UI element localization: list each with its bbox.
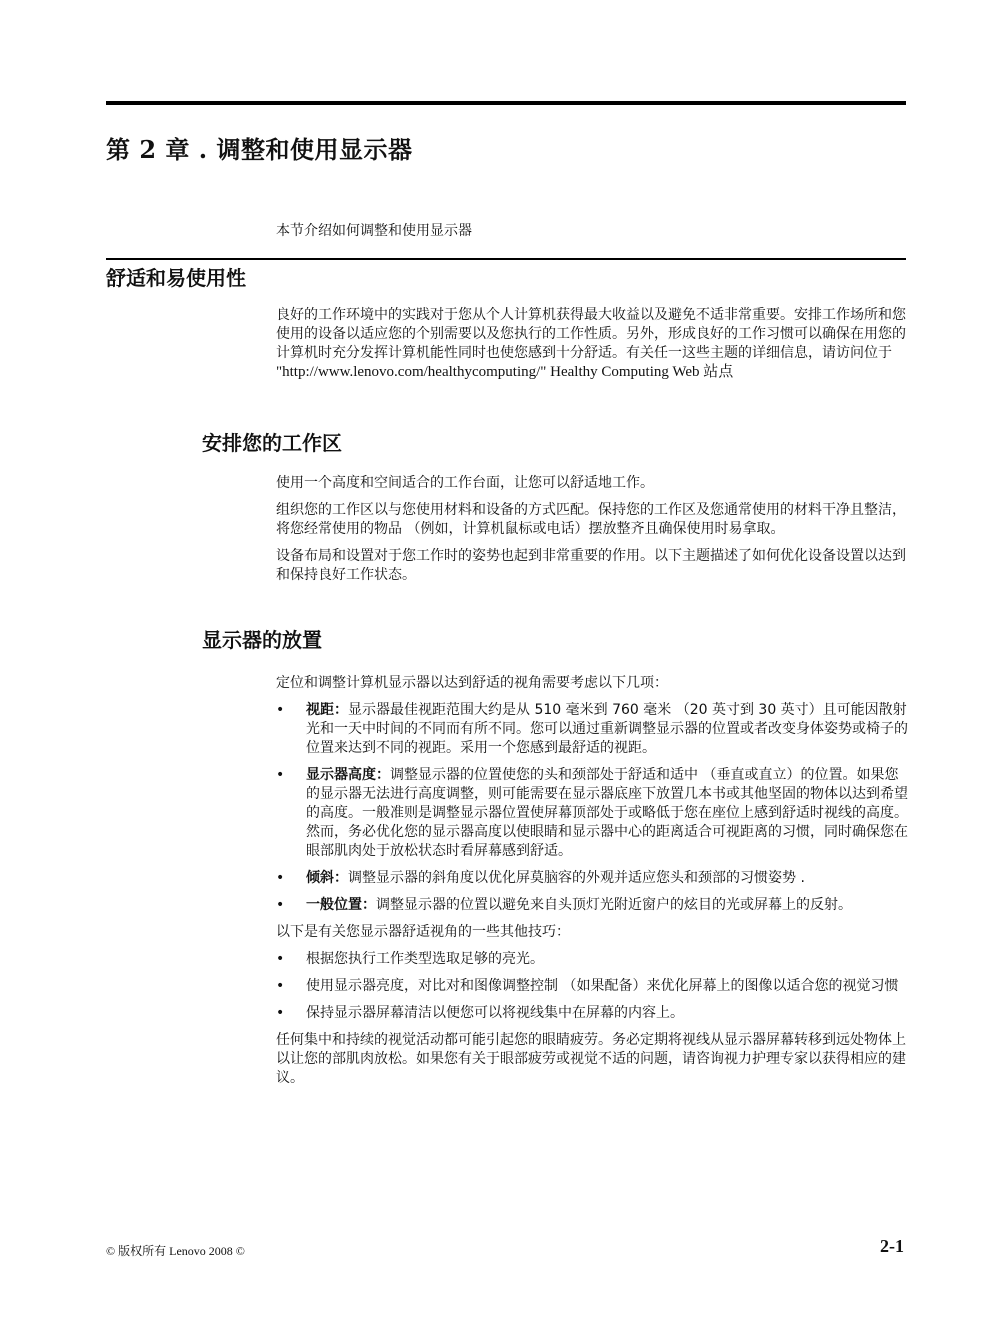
page-number: 2-1 — [880, 1236, 904, 1256]
bullet-term: 显示器高度： — [306, 767, 390, 783]
bullet-marker: • — [276, 767, 285, 783]
bullet-term: 一般位置： — [306, 897, 376, 913]
workspace-paragraph-1: 使用一个高度和空间适合的工作台面，让您可以舒适地工作。 — [276, 475, 654, 491]
bullet-marker: • — [276, 702, 285, 718]
tip-text: 根据您执行工作类型选取足够的亮光。 — [306, 951, 544, 967]
healthy-computing-link[interactable]: "http://www.lenovo.com/healthycomputing/" Healthy Computing Web 站点 — [276, 364, 734, 380]
tip-text: 使用显示器亮度，对比对和图像调整控制 （如果配备）来优化屏幕上的图像以适合您的视觉习惯 — [306, 978, 899, 994]
bullet-text: 调整显示器的位置以避免来自头顶灯光附近窗户的炫目的光或屏幕上的反射。 — [376, 897, 852, 913]
list-item — [276, 701, 908, 758]
section-heading-monitor: 显示器的放置 — [202, 628, 322, 652]
workspace-body — [276, 474, 908, 593]
section-rule — [106, 258, 906, 260]
list-item — [276, 1004, 908, 1023]
workspace-paragraph-2: 组织您的工作区以与您使用材料和设备的方式匹配。保持您的工作区及您通常使用的材料干净且整洁，将您经常使用的物品 （例如，计算机鼠标或电话）摆放整齐且确保使用时易拿取。 — [276, 502, 906, 537]
bullet-marker: • — [276, 951, 285, 967]
bullet-text: 显示器最佳视距范围大约是从 510 毫米到 760 毫米 （20 英寸到 30 英寸）且可能因散射光和一天中时间的不同而有所不同。您可以通过重新调整显示器的位置或者改变身体姿势或椅子的位置来达到不同的视距。采用一个您感到最舒适的视距。 — [306, 702, 908, 756]
bullet-text: 调整显示器的位置使您的头和颈部处于舒适和适中 （垂直或直立）的位置。如果您的显示器无法进行高度调整，则可能需要在显示器底座下放置几本书或其他坚固的物体以达到希望的高度。一般准则是调整显示器位置使屏幕顶部处于或略低于您在座位上感到舒适时视线的高度。然而，务必优化您的显示器高度以使眼睛和显示器中心的距离适合可视距离的习惯，同时确保您在眼部肌肉处于放松状态时看屏幕感到舒适。 — [306, 767, 908, 859]
bullet-term: 倾斜： — [306, 870, 348, 886]
bullet-marker: • — [276, 870, 285, 886]
tips-bullet-list — [276, 950, 908, 1023]
monitor-bullet-list — [276, 701, 908, 915]
chapter-title: 第 2 章 . 调整和使用显示器 — [106, 135, 413, 164]
list-item — [276, 977, 908, 996]
bullet-marker: • — [276, 897, 285, 913]
tips-intro: 以下是有关您显示器舒适视角的一些其他技巧： — [276, 924, 570, 940]
closing-paragraph: 任何集中和持续的视觉活动都可能引起您的眼睛疲劳。务必定期将视线从显示器屏幕转移到远处物体上以让您的部肌肉放松。如果您有关于眼部疲劳或视觉不适的问题，请咨询视力护理专家以获得相应的建议。 — [276, 1032, 906, 1086]
list-item — [276, 896, 908, 915]
bullet-marker: • — [276, 1005, 285, 1021]
comfort-body — [276, 306, 908, 382]
section-heading-workspace: 安排您的工作区 — [202, 431, 342, 455]
bullet-text: 调整显示器的斜角度以优化屏莫脑容的外观并适应您头和颈部的习惯姿势 . — [348, 870, 805, 886]
comfort-paragraph: 良好的工作环境中的实践对于您从个人计算机获得最大收益以及避免不适非常重要。安排工作场所和您使用的设备以适应您的个别需要以及您执行的工作性质。另外，形成良好的工作习惯可以确保在用您的计算机时充分发挥计算机能性同时也使您感到十分舒适。有关任一这些主题的详细信息，请访问位于 — [276, 307, 906, 361]
monitor-intro: 定位和调整计算机显示器以达到舒适的视角需要考虑以下几项： — [276, 675, 668, 691]
list-item — [276, 869, 908, 888]
monitor-body — [276, 674, 908, 1088]
list-item — [276, 766, 908, 861]
tip-text: 保持显示器屏幕清洁以便您可以将视线集中在屏幕的内容上。 — [306, 1005, 684, 1021]
chapter-intro: 本节介绍如何调整和使用显示器 — [276, 223, 472, 239]
bullet-term: 视距： — [306, 702, 348, 718]
workspace-paragraph-3: 设备布局和设置对于您工作时的姿势也起到非常重要的作用。以下主题描述了如何优化设备设置以达到和保持良好工作状态。 — [276, 548, 906, 583]
list-item — [276, 950, 908, 969]
top-rule — [106, 101, 906, 105]
footer-copyright: © 版权所有 Lenovo 2008 © — [106, 1244, 245, 1258]
section-heading-comfort: 舒适和易使用性 — [106, 266, 246, 290]
bullet-marker: • — [276, 978, 285, 994]
